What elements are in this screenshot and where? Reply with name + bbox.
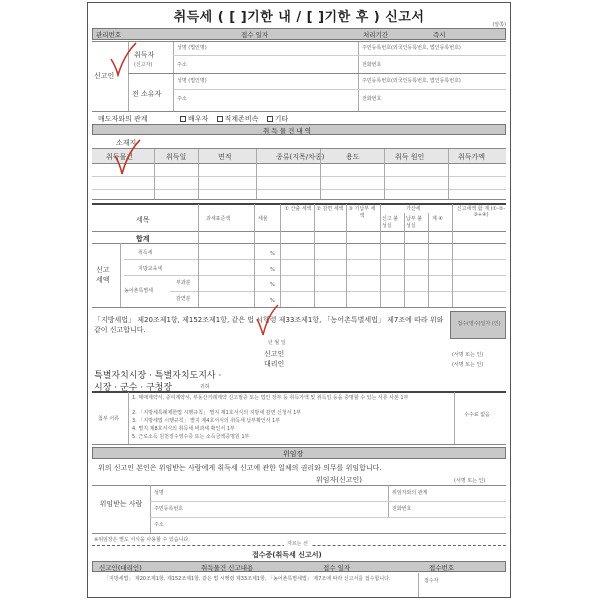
addressee-line-2: 시장 · 군수 · 구청장 [94, 383, 173, 393]
property-header-type: 종류(지목/차종) [276, 153, 325, 161]
cut-line-label: 자르는 선 [284, 540, 311, 547]
mgmt-no-label: 관리번호 [96, 31, 122, 39]
property-header-cause: 취득 원인 [395, 153, 425, 161]
delegation-text: 위의 신고인 본인은 위임받는 사람에게 취득세 신고에 관한 일체의 권리와 의무를 위임합니다. [98, 464, 382, 472]
tax-total-label: 합계 [136, 235, 150, 243]
prev-owner-phone-label: 전화번호 [362, 96, 382, 102]
delegatee-label: 위임받는 사람 [99, 500, 143, 508]
rate-percent-2: % [270, 267, 275, 273]
receipt-header-bar [92, 561, 506, 572]
rural-sub-levy: 부과분 [176, 280, 191, 286]
date-line: 년 월 일 [268, 340, 286, 346]
addressee-line-1: 특별자치시장 · 특별자치도지사 · [94, 371, 222, 381]
checkbox-spouse[interactable] [180, 116, 186, 122]
tax-report-label: 신고 세액 [96, 266, 110, 284]
receipt-date-label: 접수 일자 [241, 31, 269, 39]
check-mark-reporter-icon [108, 41, 138, 77]
acquirer-address-label: 주소 [177, 62, 187, 68]
property-header-use: 용도 [346, 153, 360, 161]
checkbox-other[interactable] [267, 116, 273, 122]
relation-option-lineal: 직계존비속 [224, 115, 259, 123]
delegatee-address-label: 주소 [154, 522, 164, 528]
attachment-item-4: 4. 별지 제8호서식의 취득세 비과세 확인서 1부 [132, 426, 235, 432]
delegation-footnote: ※위임장은 별도 서식을 사용할 수 있습니다. [94, 537, 190, 543]
prev-owner-address-label: 주소 [177, 96, 187, 102]
receipt-header-number: 접수번호 [429, 564, 455, 572]
reporter-section-label: 신고인 [94, 72, 115, 80]
receipt-receiver-label: 접수자 [424, 578, 439, 584]
agent-sign-label: 대리인 [264, 360, 285, 368]
period-value: 즉시 [433, 31, 446, 39]
attachments-label: 첨부 서류 [98, 416, 119, 422]
addressee-suffix: 귀하 [200, 384, 210, 390]
attachment-item-2: 2. 「지방세특례제한법 시행규칙」 별지 제1호서식의 지방세 감면 신청서 1부 [132, 410, 302, 416]
tax-header-rate: 세율 [258, 216, 268, 222]
prev-owner-regno-label: 주민등록번호(외국인등록번호, 법인등록번호) [362, 78, 461, 84]
tax-header-base: 과세표준액 [206, 216, 231, 222]
property-header-object: 취득물건 [106, 153, 134, 161]
surcharge-sub-total: 계 ④ [432, 216, 443, 222]
agent-sign-note: (서명 또는 인) [452, 362, 484, 368]
period-label: 처리기간 [363, 31, 389, 39]
surcharge-sub-payment: 납부 불성실 [406, 216, 423, 229]
attachment-item-3: 3. 「지방세법 시행규칙」 별지 제4호서식의 취득세 납부확인서 1부 [132, 418, 281, 424]
receipt-statement: 「지방세법」 제20조제1항, 제152조제1항, 같은 법 시행령 제33조제1항, 「농어촌특별세법」 제7조에 따라 신고서를 접수합니다. [104, 576, 391, 582]
rate-percent-4: % [270, 298, 275, 304]
receipt-title: 접수증(취득세 신고서) [252, 551, 322, 559]
tax-form-page [87, 2, 511, 598]
reporter-sign-label: 신고인 [264, 350, 285, 358]
reporter-sign-note: (서명 또는 인) [452, 352, 484, 358]
property-header-area: 면적 [218, 153, 232, 161]
delegator-sign-note: (서명 또는 인) [454, 478, 486, 484]
attachment-fee: 수수료 없음 [464, 412, 490, 418]
page-note: (앞쪽) [492, 22, 506, 28]
rural-sub-reduction: 감면분 [176, 296, 191, 302]
prev-owner-name-label: 성명 (법인명) [177, 78, 207, 84]
checkbox-lineal[interactable] [217, 116, 223, 122]
acquirer-sub-label: (신고자) [134, 62, 153, 68]
surcharge-sub-report: 신고 불성실 [382, 216, 399, 229]
relation-options [174, 114, 288, 124]
tax-header-total: 신고세액 합 계 (①-②-③+④) [456, 206, 506, 218]
delegatee-phone-label: 전화번호 [392, 506, 412, 512]
delegation-bar [92, 447, 506, 459]
relation-label: 매도자와의 관계 [98, 115, 148, 123]
check-mark-statement-icon [254, 303, 280, 337]
property-section-bar [92, 124, 506, 135]
delegation-title: 위임장 [283, 450, 304, 458]
fee-box [450, 311, 506, 339]
report-statement: 「지방세법」 제20조제1항, 제152조제1항, 같은 법 시행령 제33조제1항, 「농어촌특별세법」 제7조에 따라 위와 같이 신고합니다. [94, 316, 444, 334]
delegatee-regno-label: 주민등록번호 [154, 506, 183, 512]
tax-row-education: 지방교육세 [138, 266, 163, 272]
rate-percent-3: % [270, 282, 275, 288]
receipt-header-date: 접수 일자 [323, 564, 351, 572]
delegatee-name-label: 성명 [154, 490, 164, 496]
check-mark-property-icon [112, 138, 142, 176]
tax-header-surcharge: 가산세 [406, 206, 421, 212]
location-label: 소재지 [116, 139, 137, 147]
property-header-date: 취득일 [166, 153, 187, 161]
tax-row-rural: 농어촌특별세 [124, 288, 153, 294]
fee-box-text: 접수(영수)일자 (인) [457, 321, 501, 327]
acquirer-phone-label: 전화번호 [362, 62, 382, 68]
attachment-item-1: 1. 매매계약서, 증여계약서, 부동산거래계약 신고필증 또는 법인 장부 등 취득가액 및 취득일 등을 증명할 수 있는 서류 사본 1부 [132, 395, 409, 401]
rate-percent-1: % [270, 251, 275, 257]
prev-owner-label: 전 소유자 [132, 90, 162, 98]
tax-header-reduction: ② 감면 세액 [316, 206, 344, 212]
acquirer-label: 취득자 [134, 51, 155, 59]
receipt-header-content: 취득물건 신고내용 [201, 564, 254, 572]
form-title: 취득세 ( [ ]기한 내 / [ ]기한 후 ) 신고서 [173, 10, 425, 25]
property-section-title: 취 득 물 건 내 역 [263, 127, 312, 135]
relation-option-other: 기타 [274, 115, 289, 123]
header-bar [92, 28, 506, 40]
delegator-label: 위임자(신고인) [316, 476, 363, 484]
tax-row-acquisition: 취득세 [138, 250, 153, 256]
delegatee-relation-label: 위임자와의 관계 [392, 490, 428, 496]
tax-header-item: 세목 [136, 216, 150, 224]
acquirer-name-label: 성명 (법인명) [177, 45, 207, 51]
acquirer-regno-label: 주민등록번호(외국인등록번호, 법인등록번호) [362, 45, 461, 51]
receipt-header-reporter: 신고인(대리인) [99, 564, 142, 572]
relation-option-spouse: 배우자 [188, 115, 209, 123]
tax-header-prepaid: ③ 기납부 세 액 [348, 206, 376, 219]
property-header-price: 취득가액 [458, 153, 486, 161]
tax-header-calc: ① 산출 세액 [284, 206, 312, 212]
attachment-item-5: 5. 근로소득 원천징수영수증 또는 소득금액증명원 1부 [132, 434, 250, 440]
